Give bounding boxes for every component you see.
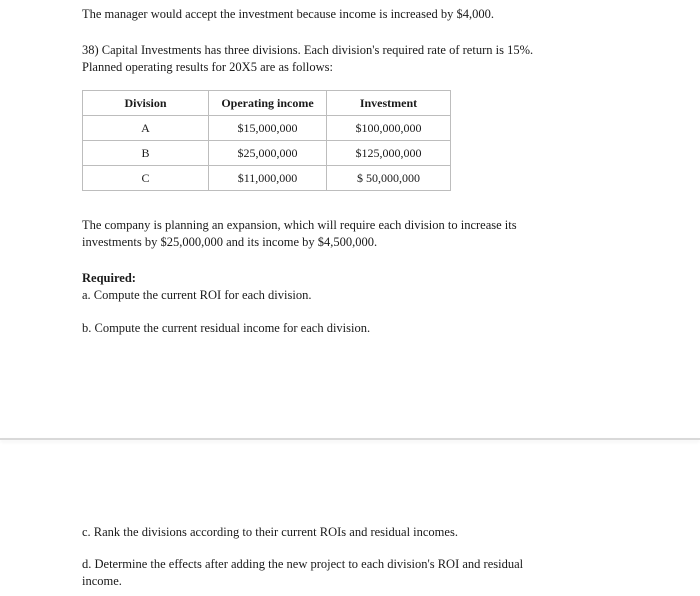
table-header-row bbox=[83, 91, 451, 116]
requirement-b: b. Compute the current residual income for each division. bbox=[82, 321, 371, 335]
cell-operating-income: $15,000,000 bbox=[209, 116, 327, 141]
cell-investment: $125,000,000 bbox=[327, 141, 451, 166]
header-investment: Investment bbox=[327, 91, 451, 116]
cell-investment: $100,000,000 bbox=[327, 116, 451, 141]
cell-division: C bbox=[83, 166, 209, 191]
cell-investment: $ 50,000,000 bbox=[327, 166, 451, 191]
table-row bbox=[83, 141, 451, 166]
cell-division: A bbox=[83, 116, 209, 141]
question-line-1: 38) Capital Investments has three divisions. Each division's required rate of return is 15%. bbox=[82, 43, 534, 57]
expansion-text bbox=[82, 217, 602, 251]
question-text bbox=[82, 42, 602, 76]
requirement-a: a. Compute the current ROI for each division. bbox=[82, 288, 312, 302]
intro-text: The manager would accept the investment because income is increased by $4,000. bbox=[82, 7, 495, 21]
division-table bbox=[82, 90, 451, 191]
cell-division: B bbox=[83, 141, 209, 166]
cell-operating-income: $11,000,000 bbox=[209, 166, 327, 191]
requirement-d-line-2: income. bbox=[82, 574, 122, 588]
requirement-c: c. Rank the divisions according to their current ROIs and residual incomes. bbox=[82, 525, 458, 539]
table-row bbox=[83, 166, 451, 191]
cell-operating-income: $25,000,000 bbox=[209, 141, 327, 166]
question-line-2: Planned operating results for 20X5 are as follows: bbox=[82, 60, 333, 74]
header-division: Division bbox=[83, 91, 209, 116]
expansion-line-2: investments by $25,000,000 and its income by $4,500,000. bbox=[82, 235, 378, 249]
requirement-d bbox=[82, 556, 602, 590]
header-operating-income: Operating income bbox=[209, 91, 327, 116]
expansion-line-1: The company is planning an expansion, which will require each division to increase its bbox=[82, 218, 517, 232]
required-heading: Required: bbox=[82, 271, 136, 285]
table-row bbox=[83, 116, 451, 141]
page-divider bbox=[0, 438, 700, 440]
requirement-d-line-1: d. Determine the effects after adding the new project to each division's ROI and residual bbox=[82, 557, 524, 571]
